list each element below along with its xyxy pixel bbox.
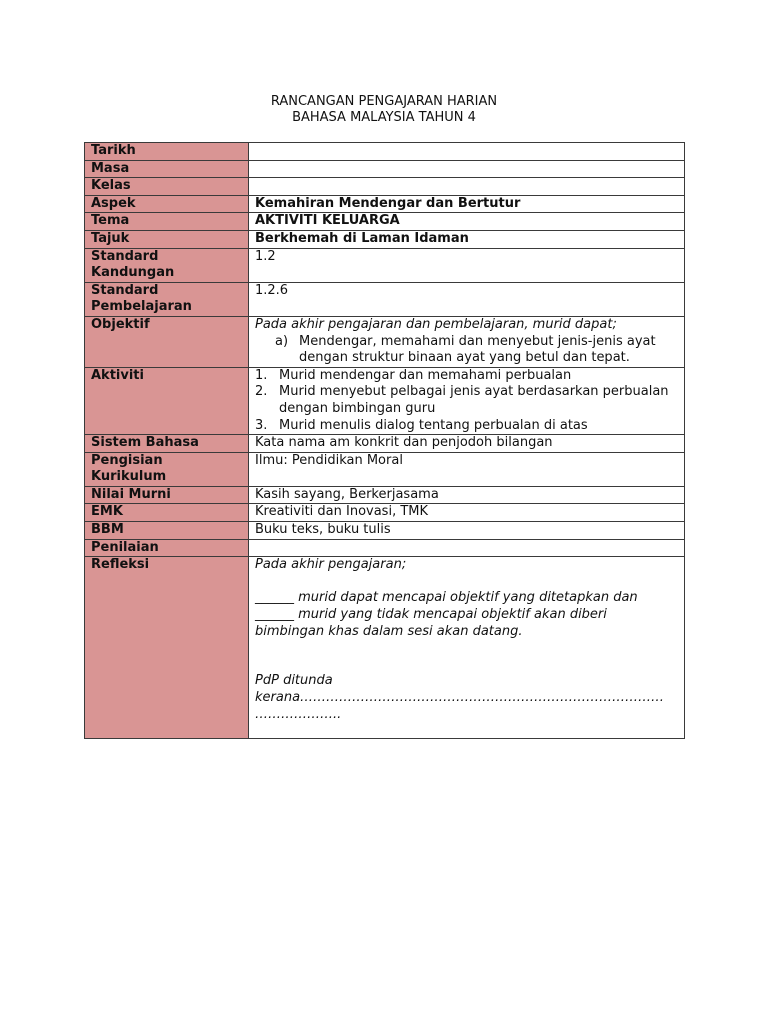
value-kelas[interactable] [249,178,685,196]
value-tajuk: Berkhemah di Laman Idaman [249,230,685,248]
row-nilai-murni [85,486,685,504]
value-pengisian-kurikulum: Ilmu: Pendidikan Moral [249,452,685,486]
aktiviti-item-marker: 3. [255,417,268,433]
objektif-item-text: Mendengar, memahami dan menyebut jenis-jenis ayat dengan struktur binaan ayat yang betul dan tepat. [299,333,656,366]
row-aktiviti [85,367,685,434]
objektif-item [275,334,678,367]
label-refleksi: Refleksi [85,557,249,739]
value-emk: Kreativiti dan Inovasi, TMK [249,504,685,522]
value-refleksi [249,557,685,739]
label-aspek: Aspek [85,195,249,213]
aktiviti-item-marker: 1. [255,367,268,383]
objektif-item-marker: a) [275,333,289,349]
value-tarikh[interactable] [249,143,685,161]
row-refleksi [85,557,685,739]
refleksi-spacer [255,574,678,591]
row-bbm [85,522,685,540]
value-bbm: Buku teks, buku tulis [249,522,685,540]
title-line-1: RANCANGAN PENGAJARAN HARIAN [270,94,498,109]
refleksi-spacer [255,640,678,657]
document-title [84,94,684,126]
lesson-plan-table [84,142,685,739]
row-penilaian [85,539,685,557]
refleksi-pdp: PdP ditunda [255,673,333,689]
row-standard-pembelajaran [85,282,685,316]
row-tarikh [85,143,685,161]
refleksi-line-2: ______ murid yang tidak mencapai objektif akan diberi [255,607,607,623]
row-standard-kandungan [85,248,685,282]
value-aktiviti [249,367,685,434]
label-masa: Masa [85,160,249,178]
row-emk [85,504,685,522]
value-masa[interactable] [249,160,685,178]
label-tajuk: Tajuk [85,230,249,248]
value-standard-kandungan: 1.2 [249,248,685,282]
label-emk: EMK [85,504,249,522]
row-masa [85,160,685,178]
row-aspek [85,195,685,213]
aktiviti-item-text: Murid menyebut pelbagai jenis ayat berdasarkan perbualan dengan bimbingan guru [279,384,669,416]
label-sk-line-2: Kandungan [91,265,175,281]
label-kelas: Kelas [85,178,249,196]
aktiviti-item-text: Murid menulis dialog tentang perbualan di atas [279,417,588,433]
label-sp-line-2: Pembelajaran [91,299,192,315]
value-standard-pembelajaran: 1.2.6 [249,282,685,316]
label-bbm: BBM [85,522,249,540]
aktiviti-item [255,384,678,417]
refleksi-kerana-cont: ……………….. [255,706,342,722]
row-tajuk [85,230,685,248]
label-sistem-bahasa: Sistem Bahasa [85,435,249,453]
row-pengisian-kurikulum [85,452,685,486]
value-penilaian[interactable] [249,539,685,557]
label-nilai-murni: Nilai Murni [85,486,249,504]
label-pk-line-1: Pengisian [91,452,163,468]
refleksi-spacer [255,657,678,674]
label-standard-pembelajaran [85,282,249,316]
label-pk-line-2: Kurikulum [91,469,167,485]
objektif-list [255,334,678,367]
label-penilaian: Penilaian [85,539,249,557]
value-objektif [249,316,685,367]
label-sp-line-1: Standard [91,282,159,298]
aktiviti-item-marker: 2. [255,384,268,400]
label-aktiviti: Aktiviti [85,367,249,434]
label-tarikh: Tarikh [85,143,249,161]
aktiviti-list [255,368,678,434]
row-sistem-bahasa [85,435,685,453]
row-kelas [85,178,685,196]
label-pengisian-kurikulum [85,452,249,486]
row-objektif [85,316,685,367]
label-tema: Tema [85,213,249,231]
aktiviti-item [255,418,678,435]
label-objektif: Objektif [85,316,249,367]
refleksi-line-3: bimbingan khas dalam sesi akan datang. [255,623,523,639]
value-tema: AKTIVITI KELUARGA [249,213,685,231]
refleksi-line-1: ______ murid dapat mencapai objektif yang ditetapkan dan [255,590,638,606]
label-standard-kandungan [85,248,249,282]
refleksi-kerana: kerana………………………………………………………………………… [255,690,665,705]
title-line-2: BAHASA MALAYSIA TAHUN 4 [292,110,476,125]
refleksi-intro: Pada akhir pengajaran; [255,557,407,573]
value-sistem-bahasa: Kata nama am konkrit dan penjodoh bilangan [249,435,685,453]
aktiviti-item [255,368,678,385]
aktiviti-item-text: Murid mendengar dan memahami perbualan [279,367,572,383]
value-nilai-murni: Kasih sayang, Berkerjasama [249,486,685,504]
objektif-intro: Pada akhir pengajaran dan pembelajaran, murid dapat; [255,316,617,332]
value-aspek: Kemahiran Mendengar dan Bertutur [249,195,685,213]
label-sk-line-1: Standard [91,248,159,264]
row-tema [85,213,685,231]
